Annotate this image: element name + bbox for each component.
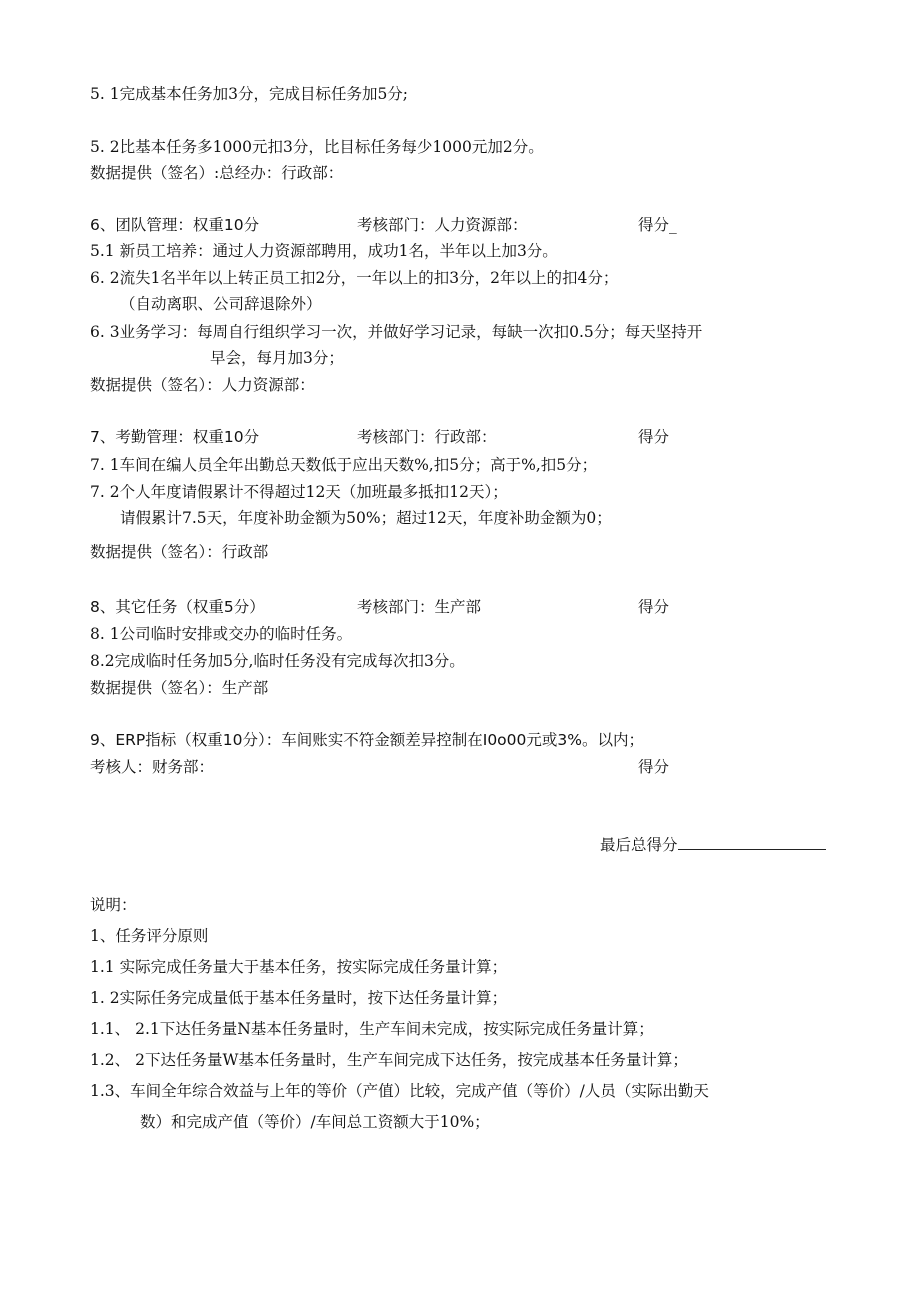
s5-sign: 数据提供（签名）:总经办：行政部： — [90, 164, 344, 182]
notes-line-4: 1.2、 2下达任务量W基本任务量时，生产车间完成下达任务，按完成基本任务量计算； — [90, 1051, 688, 1069]
s9-title: 9、ERP指标（权重10分）：车间账实不符金额差异控制在I0o00元或3%。以内； — [90, 731, 644, 749]
s6-dept: 考核部门：人力资源部： — [357, 216, 528, 234]
s9-assessor: 考核人：财务部： — [90, 758, 215, 776]
notes-line-5: 1.3、车间全年综合效益与上年的等价（产值）比较，完成产值（等价）/人员（实际出勤天 — [90, 1082, 709, 1100]
notes-line-2: 1. 2实际任务完成量低于基本任务量时，按下达任务量计算； — [90, 989, 508, 1007]
s7-title: 7、考勤管理：权重10分 — [90, 428, 260, 446]
s6-line-2b: （自动离职、公司辞退除外） — [120, 295, 322, 313]
s8-title: 8、其它任务（权重5分） — [90, 598, 265, 616]
s8-sign: 数据提供（签名）：生产部 — [90, 679, 269, 697]
final-score-blank — [678, 834, 826, 850]
notes-line-5b: 数）和完成产值（等价）/车间总工资额大于10%； — [140, 1113, 490, 1131]
s7-sign: 数据提供（签名）：行政部 — [90, 543, 269, 561]
s8-score: 得分 — [638, 598, 670, 616]
s8-dept: 考核部门：生产部 — [357, 598, 482, 616]
notes-h1: 1、任务评分原则 — [90, 927, 209, 945]
s7-score: 得分 — [638, 428, 670, 446]
s5-line-1: 5. 1完成基本任务加3分，完成目标任务加5分; — [90, 85, 409, 103]
s5-line-2: 5. 2比基本任务多1000元扣3分，比目标任务每少1000元加2分。 — [90, 138, 544, 156]
s6-line-2: 6. 2流失1名半年以上转正员工扣2分，一年以上的扣3分，2年以上的扣4分； — [90, 269, 619, 287]
notes-line-3: 1.1、 2.1下达任务量N基本任务量时，生产车间未完成，按实际完成任务量计算； — [90, 1020, 654, 1038]
s6-line-1: 5.1 新员工培养：通过人力资源部聘用，成功1名，半年以上加3分。 — [90, 242, 558, 260]
s9-score: 得分 — [638, 758, 670, 776]
s8-line-1: 8. 1公司临时安排或交办的临时任务。 — [90, 625, 353, 643]
s6-sign: 数据提供（签名）：人力资源部： — [90, 376, 315, 394]
notes-line-1: 1.1 实际完成任务量大于基本任务，按实际完成任务量计算； — [90, 958, 508, 976]
s7-dept: 考核部门：行政部： — [357, 428, 497, 446]
s7-line-1: 7. 1车间在编人员全年出勤总天数低于应出天数%,扣5分；高于%,扣5分； — [90, 456, 598, 474]
final-score-row — [600, 834, 826, 855]
final-score-label: 最后总得分 — [600, 836, 678, 854]
s7-line-2: 7. 2个人年度请假累计不得超过12天（加班最多抵扣12天）； — [90, 483, 508, 501]
s6-line-3: 6. 3业务学习：每周自行组织学习一次，并做好学习记录，每缺一次扣0.5分；每天坚持开 — [90, 323, 703, 341]
s6-title: 6、团队管理：权重10分 — [90, 216, 260, 234]
s8-line-2: 8.2完成临时任务加5分,临时任务没有完成每次扣3分。 — [90, 652, 465, 670]
notes-heading: 说明： — [90, 896, 137, 914]
s6-line-3b: 早会，每月加3分； — [210, 349, 344, 367]
s6-score: 得分_ — [638, 216, 677, 234]
s7-line-2b: 请假累计7.5天，年度补助金额为50%；超过12天，年度补助金额为0； — [120, 509, 612, 527]
